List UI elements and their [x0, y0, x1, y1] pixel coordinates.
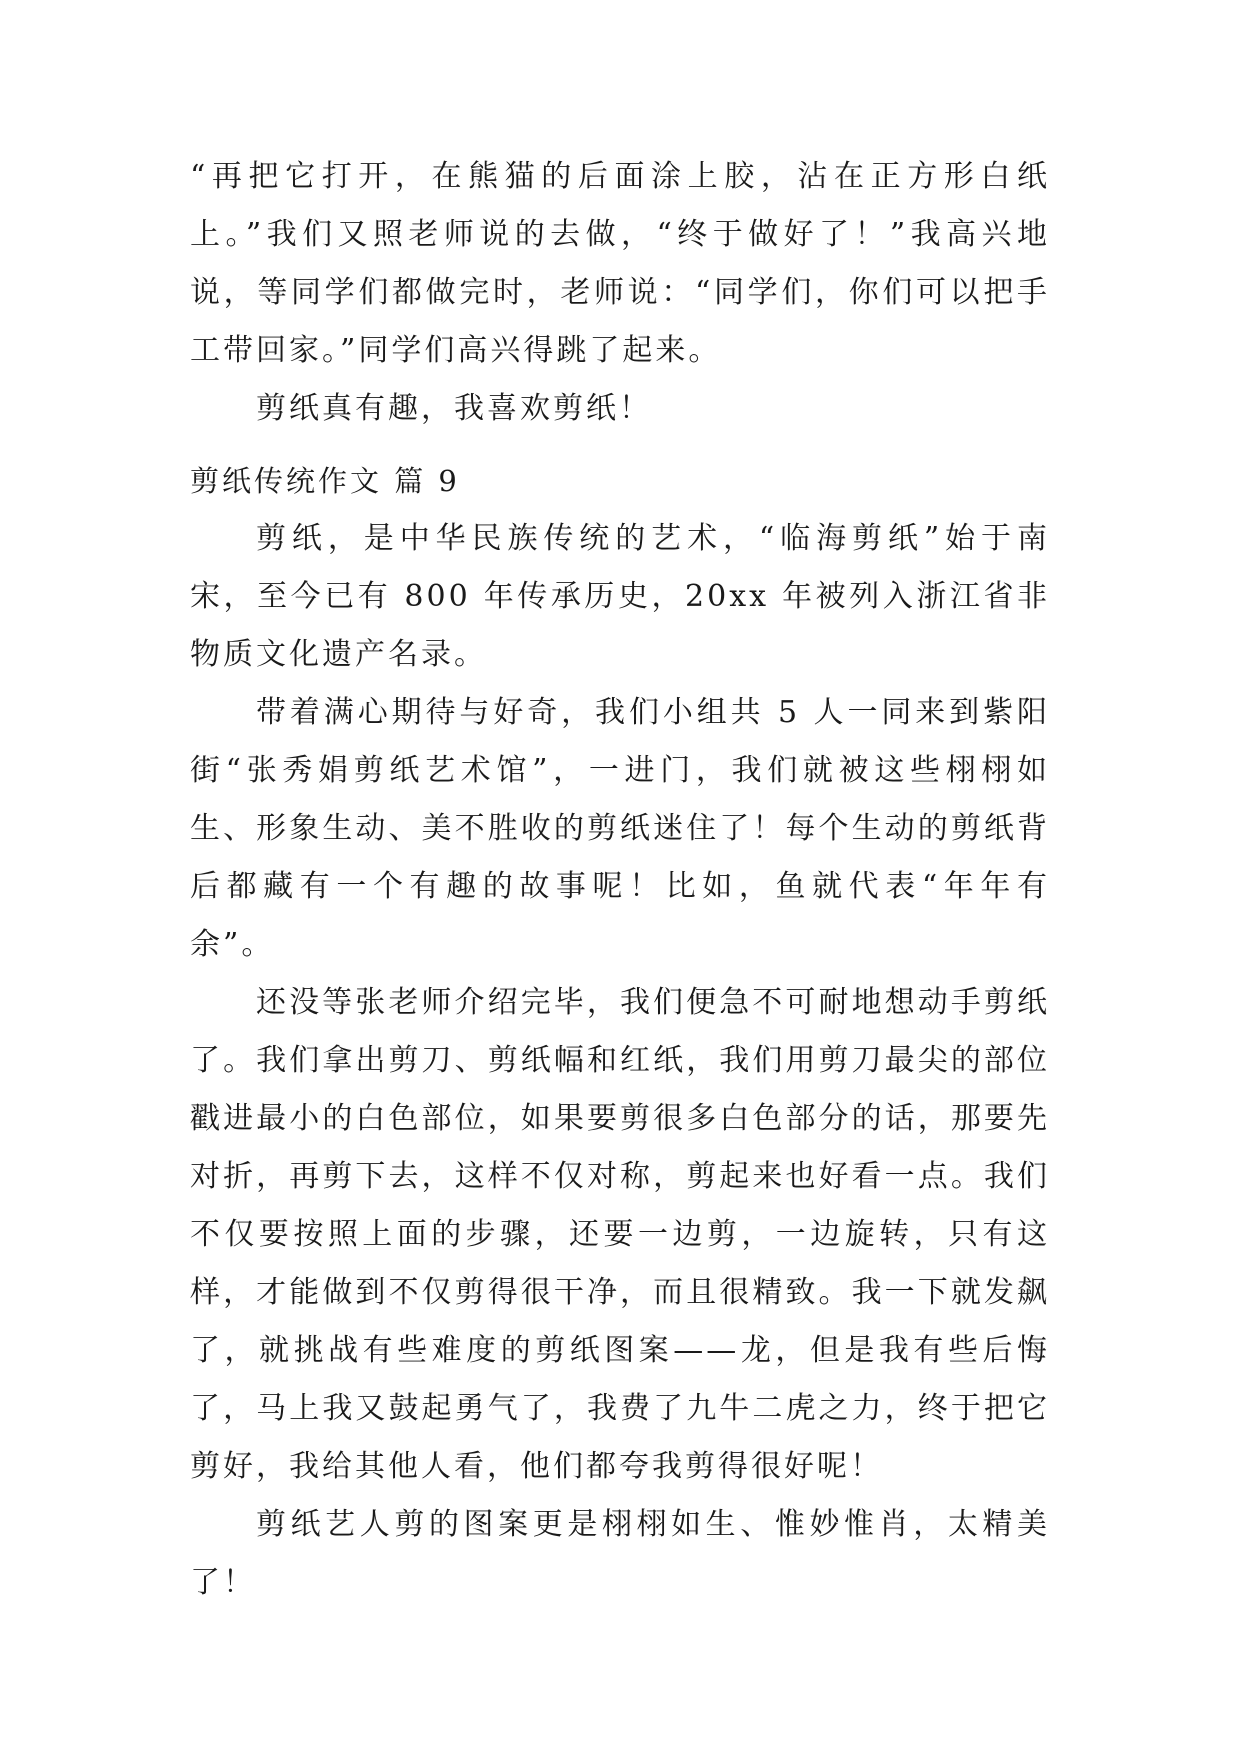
previous-section — [190, 148, 1050, 438]
paragraph: 带着满心期待与好奇，我们小组共 5 人一同来到紫阳街“张秀娟剪纸艺术馆”，一进门，我们就被这些栩栩如生、形象生动、美不胜收的剪纸迷住了！每个生动的剪纸背后都藏有一个有趣的故事呢！比如，鱼就代表“年年有余”。 — [190, 695, 1050, 962]
closing-line: 剪纸真有趣，我喜欢剪纸！ — [256, 391, 652, 426]
paragraph: 剪纸艺人剪的图案更是栩栩如生、惟妙惟肖，太精美了！ — [190, 1507, 1050, 1600]
section-9 — [190, 452, 1050, 1612]
paragraph: 剪纸，是中华民族传统的艺术，“临海剪纸”始于南宋，至今已有 800 年传承历史，20xx 年被列入浙江省非物质文化遗产名录。 — [190, 521, 1050, 672]
paragraph-continued: “再把它打开，在熊猫的后面涂上胶，沾在正方形白纸上。”我们又照老师说的去做，“终于做好了！”我高兴地说，等同学们都做完时，老师说：“同学们，你们可以把手工带回家。”同学们高兴得跳了起来。 — [190, 159, 1050, 368]
section-heading: 剪纸传统作文 篇 9 — [190, 464, 460, 498]
paragraph: 还没等张老师介绍完毕，我们便急不可耐地想动手剪纸了。我们拿出剪刀、剪纸幅和红纸，我们用剪刀最尖的部位戳进最小的白色部位，如果要剪很多白色部分的话，那要先对折，再剪下去，这样不仅对称，剪起来也好看一点。我们不仅要按照上面的步骤，还要一边剪，一边旋转，只有这样，才能做到不仅剪得很干净，而且很精致。我一下就发飙了，就挑战有些难度的剪纸图案——龙，但是我有些后悔了，马上我又鼓起勇气了，我费了九牛二虎之力，终于把它剪好，我给其他人看，他们都夸我剪得很好呢！ — [190, 985, 1050, 1484]
